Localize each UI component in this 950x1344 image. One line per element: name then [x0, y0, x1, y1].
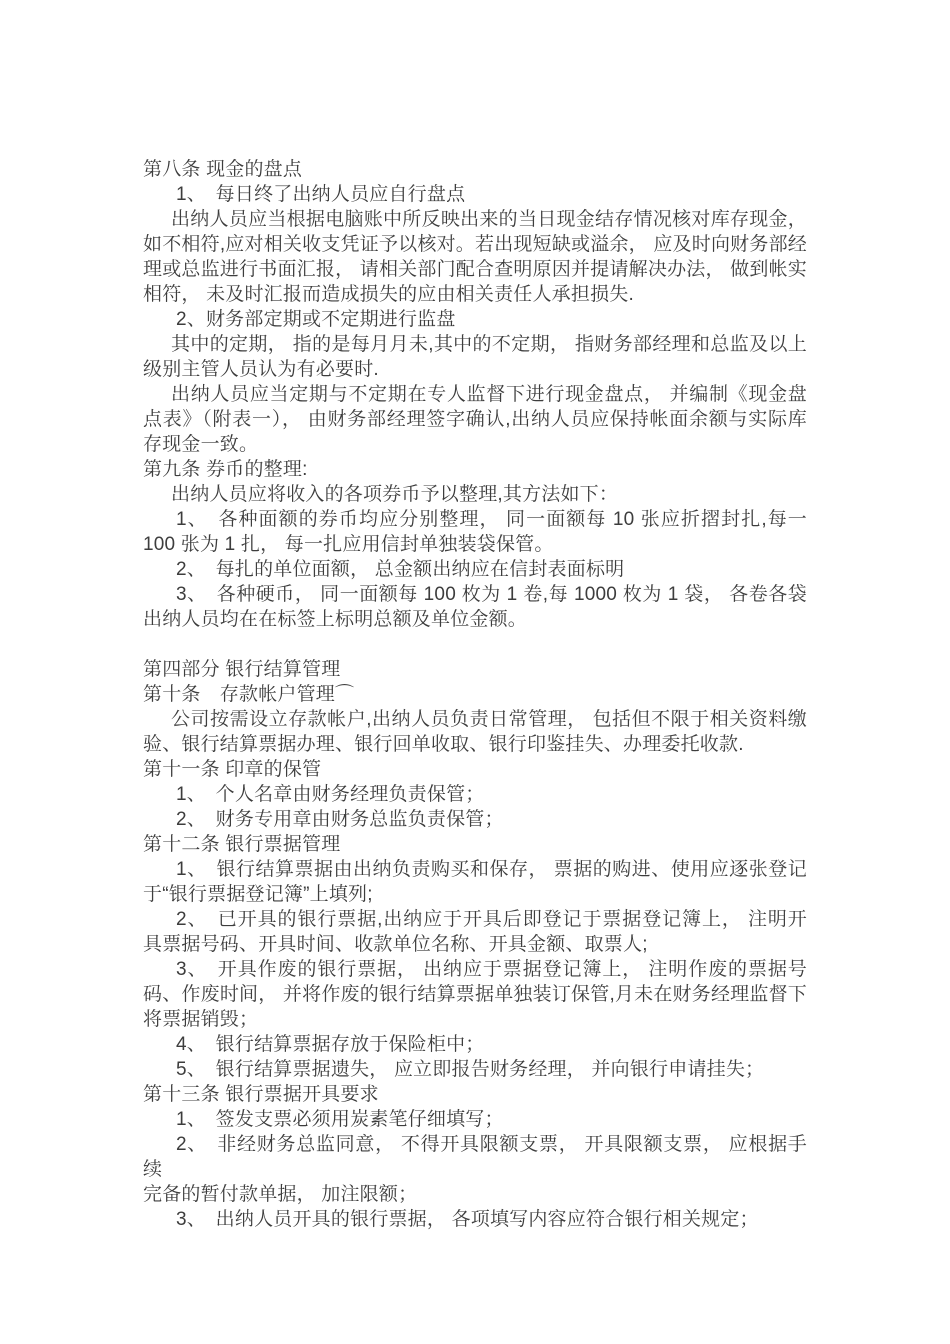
text-line: 3、 各种硬币， 同一面额每 100 枚为 1 卷,每 1000 枚为 1 袋， 各卷各袋: [176, 584, 807, 605]
text-line: 2、 已开具的银行票据,出纳应于开具后即登记于票据登记簿上， 注明开: [176, 909, 807, 930]
text-line: 第九条 券币的整理:: [143, 459, 308, 480]
text-line: 点表》（附表一）， 由财务部经理签字确认,出纳人员应保持帐面余额与实际库: [143, 409, 807, 430]
text-line: 其中的定期， 指的是每月月未,其中的不定期， 指财务部经理和总监及以上: [171, 334, 807, 355]
text-line: 第四部分 银行结算管理: [143, 659, 341, 680]
text-line: 100 张为 1 扎， 每一扎应用信封单独装袋保管。: [143, 534, 554, 555]
text-line: 2、 非经财务总监同意， 不得开具限额支票， 开具限额支票， 应根据手续: [143, 1134, 807, 1180]
text-line: 第八条 现金的盘点: [143, 159, 303, 180]
text-line: 3、 出纳人员开具的银行票据， 各项填写内容应符合银行相关规定；: [176, 1209, 759, 1230]
text-line: 码、作废时间， 并将作废的银行结算票据单独装订保管,月未在财务经理监督下: [143, 984, 807, 1005]
text-line: 相符， 未及时汇报而造成损失的应由相关责任人承担损失.: [143, 284, 634, 305]
text-line: 完备的暂付款单据， 加注限额；: [143, 1184, 418, 1205]
text-line: 存现金一致。: [143, 434, 259, 455]
text-line: 第十条 存款帐户管理⌒: [143, 684, 355, 705]
text-line: 2、 财务专用章由财务总监负责保管；: [176, 809, 504, 830]
text-line: 出纳人员应当根据电脑账中所反映出来的当日现金结存情况核对库存现金，: [171, 209, 807, 230]
text-line: 1、 每日终了出纳人员应自行盘点: [176, 184, 466, 205]
text-line: 出纳人员应当定期与不定期在专人监督下进行现金盘点， 并编制《现金盘: [171, 384, 807, 405]
text-line: 第十一条 印章的保管: [143, 759, 322, 780]
text-line: 验、银行结算票据办理、银行回单收取、银行印鉴挂失、办理委托收款.: [143, 734, 744, 755]
text-line: 4、 银行结算票据存放于保险柜中；: [176, 1034, 485, 1055]
blank-line: [143, 632, 807, 657]
text-line: 于“银行票据登记簿”上填列;: [143, 884, 373, 905]
text-line: 第十二条 银行票据管理: [143, 834, 341, 855]
text-line: 1、 银行结算票据由出纳负责购买和保存， 票据的购进、使用应逐张登记: [176, 859, 807, 880]
text-line: 1、 个人名章由财务经理负责保管；: [176, 784, 485, 805]
text-line: 公司按需设立存款帐户,出纳人员负责日常管理， 包括但不限于相关资料缴: [171, 709, 807, 730]
text-line: 2、 每扎的单位面额， 总金额出纳应在信封表面标明: [176, 559, 625, 580]
text-line: 5、 银行结算票据遗失， 应立即报告财务经理， 并向银行申请挂失；: [176, 1059, 765, 1080]
text-line: 出纳人员应将收入的各项券币予以整理,其方法如下：: [171, 484, 619, 505]
text-block: [143, 157, 807, 1232]
text-line: 第十三条 银行票据开具要求: [143, 1084, 379, 1105]
text-line: 如不相符,应对相关收支凭证予以核对。若出现短缺或溢余， 应及时向财务部经: [143, 234, 807, 255]
text-line: 具票据号码、开具时间、收款单位名称、开具金额、取票人;: [143, 934, 648, 955]
text-line: 级别主管人员认为有必要时.: [143, 359, 379, 380]
text-line: 3、 开具作废的银行票据， 出纳应于票据登记簿上， 注明作废的票据号: [176, 959, 807, 980]
text-line: 理或总监进行书面汇报， 请相关部门配合查明原因并提请解决办法， 做到帐实: [143, 259, 807, 280]
text-line: 将票据销毁；: [143, 1009, 259, 1030]
text-line: 1、 各种面额的券币均应分别整理， 同一面额每 10 张应折摺封扎,每一: [176, 509, 807, 530]
text-line: 出纳人员均在在标签上标明总额及单位金额。: [143, 609, 528, 630]
text-line: 1、 签发支票必须用炭素笔仔细填写；: [176, 1109, 504, 1130]
text-line: 2、财务部定期或不定期进行监盘: [176, 309, 456, 330]
